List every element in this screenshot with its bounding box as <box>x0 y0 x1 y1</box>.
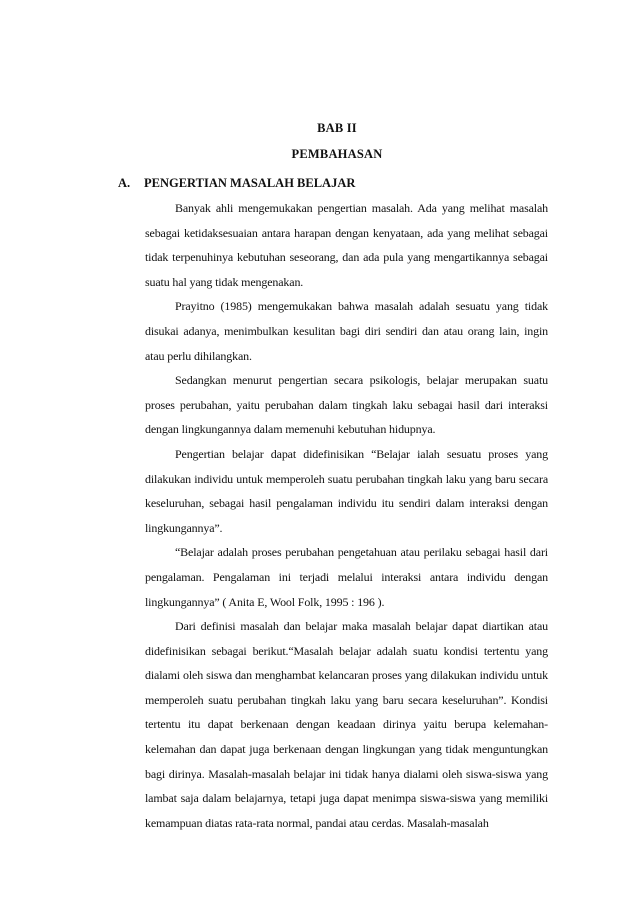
body-text <box>145 196 548 835</box>
chapter-subtitle: PEMBAHASAN <box>291 147 383 161</box>
paragraph: Pengertian belajar dapat didefinisikan “Belajar ialah sesuatu proses yang dilakukan individu untuk memperoleh suatu perubahan tingkah laku yang baru secara keseluruhan, sebagai hasil pengalaman individu itu sendiri dalam interaksi dengan lingkungannya”. <box>145 446 548 535</box>
section-heading <box>118 176 355 191</box>
paragraph: Banyak ahli mengemukakan pengertian masalah. Ada yang melihat masalah sebagai ketidaksesuaian antara harapan dengan kenyataan, ada yang melihat sebagai tidak terpenuhinya kebutuhan seseorang, dan ada pula yang mengartikannya sebagai suatu hal yang tidak mengenakan. <box>145 201 548 289</box>
paragraph: Dari definisi masalah dan belajar maka masalah belajar dapat diartikan atau didefinisikan sebagai berikut.“Masalah belajar adalah suatu kondisi tertentu yang dialami oleh siswa dan menghambat kelancaran proses yang dilakukan individu untuk memperoleh suatu perubahan tingkah laku yang baru secara keseluruhan”. Kondisi tertentu itu dapat berkenaan dengan keadaan dirinya yaitu berupa kelemahan-kelemahan dan dapat juga berkenaan dengan lingkungan yang tidak menguntungkan bagi dirinya. Masalah-masalah belajar ini tidak hanya dialami oleh siswa-siswa yang lambat saja dalam belajarnya, tetapi juga dapat menimpa siswa-siswa yang memiliki kemampuan diatas rata-rata normal, pandai atau cerdas. Masalah-masalah <box>145 619 548 830</box>
section-letter: A. <box>118 176 131 190</box>
chapter-title: BAB II <box>317 121 357 135</box>
paragraph: “Belajar adalah proses perubahan pengetahuan atau perilaku sebagai hasil dari pengalaman. Pengalaman ini terjadi melalui interaksi antara individu dengan lingkungannya” ( Anita E, Wool Folk, 1995 : 196 ). <box>145 545 548 609</box>
section-title: PENGERTIAN MASALAH BELAJAR <box>144 176 356 190</box>
paragraph: Prayitno (1985) mengemukakan bahwa masalah adalah sesuatu yang tidak disukai adanya, menimbulkan kesulitan bagi diri sendiri dan atau orang lain, ingin atau perlu dihilangkan. <box>145 299 548 363</box>
paragraph: Sedangkan menurut pengertian secara psikologis, belajar merupakan suatu proses perubahan, yaitu perubahan dalam tingkah laku sebagai hasil dari interaksi dengan lingkungannya dalam memenuhi kebutuhan hidupnya. <box>145 373 548 437</box>
